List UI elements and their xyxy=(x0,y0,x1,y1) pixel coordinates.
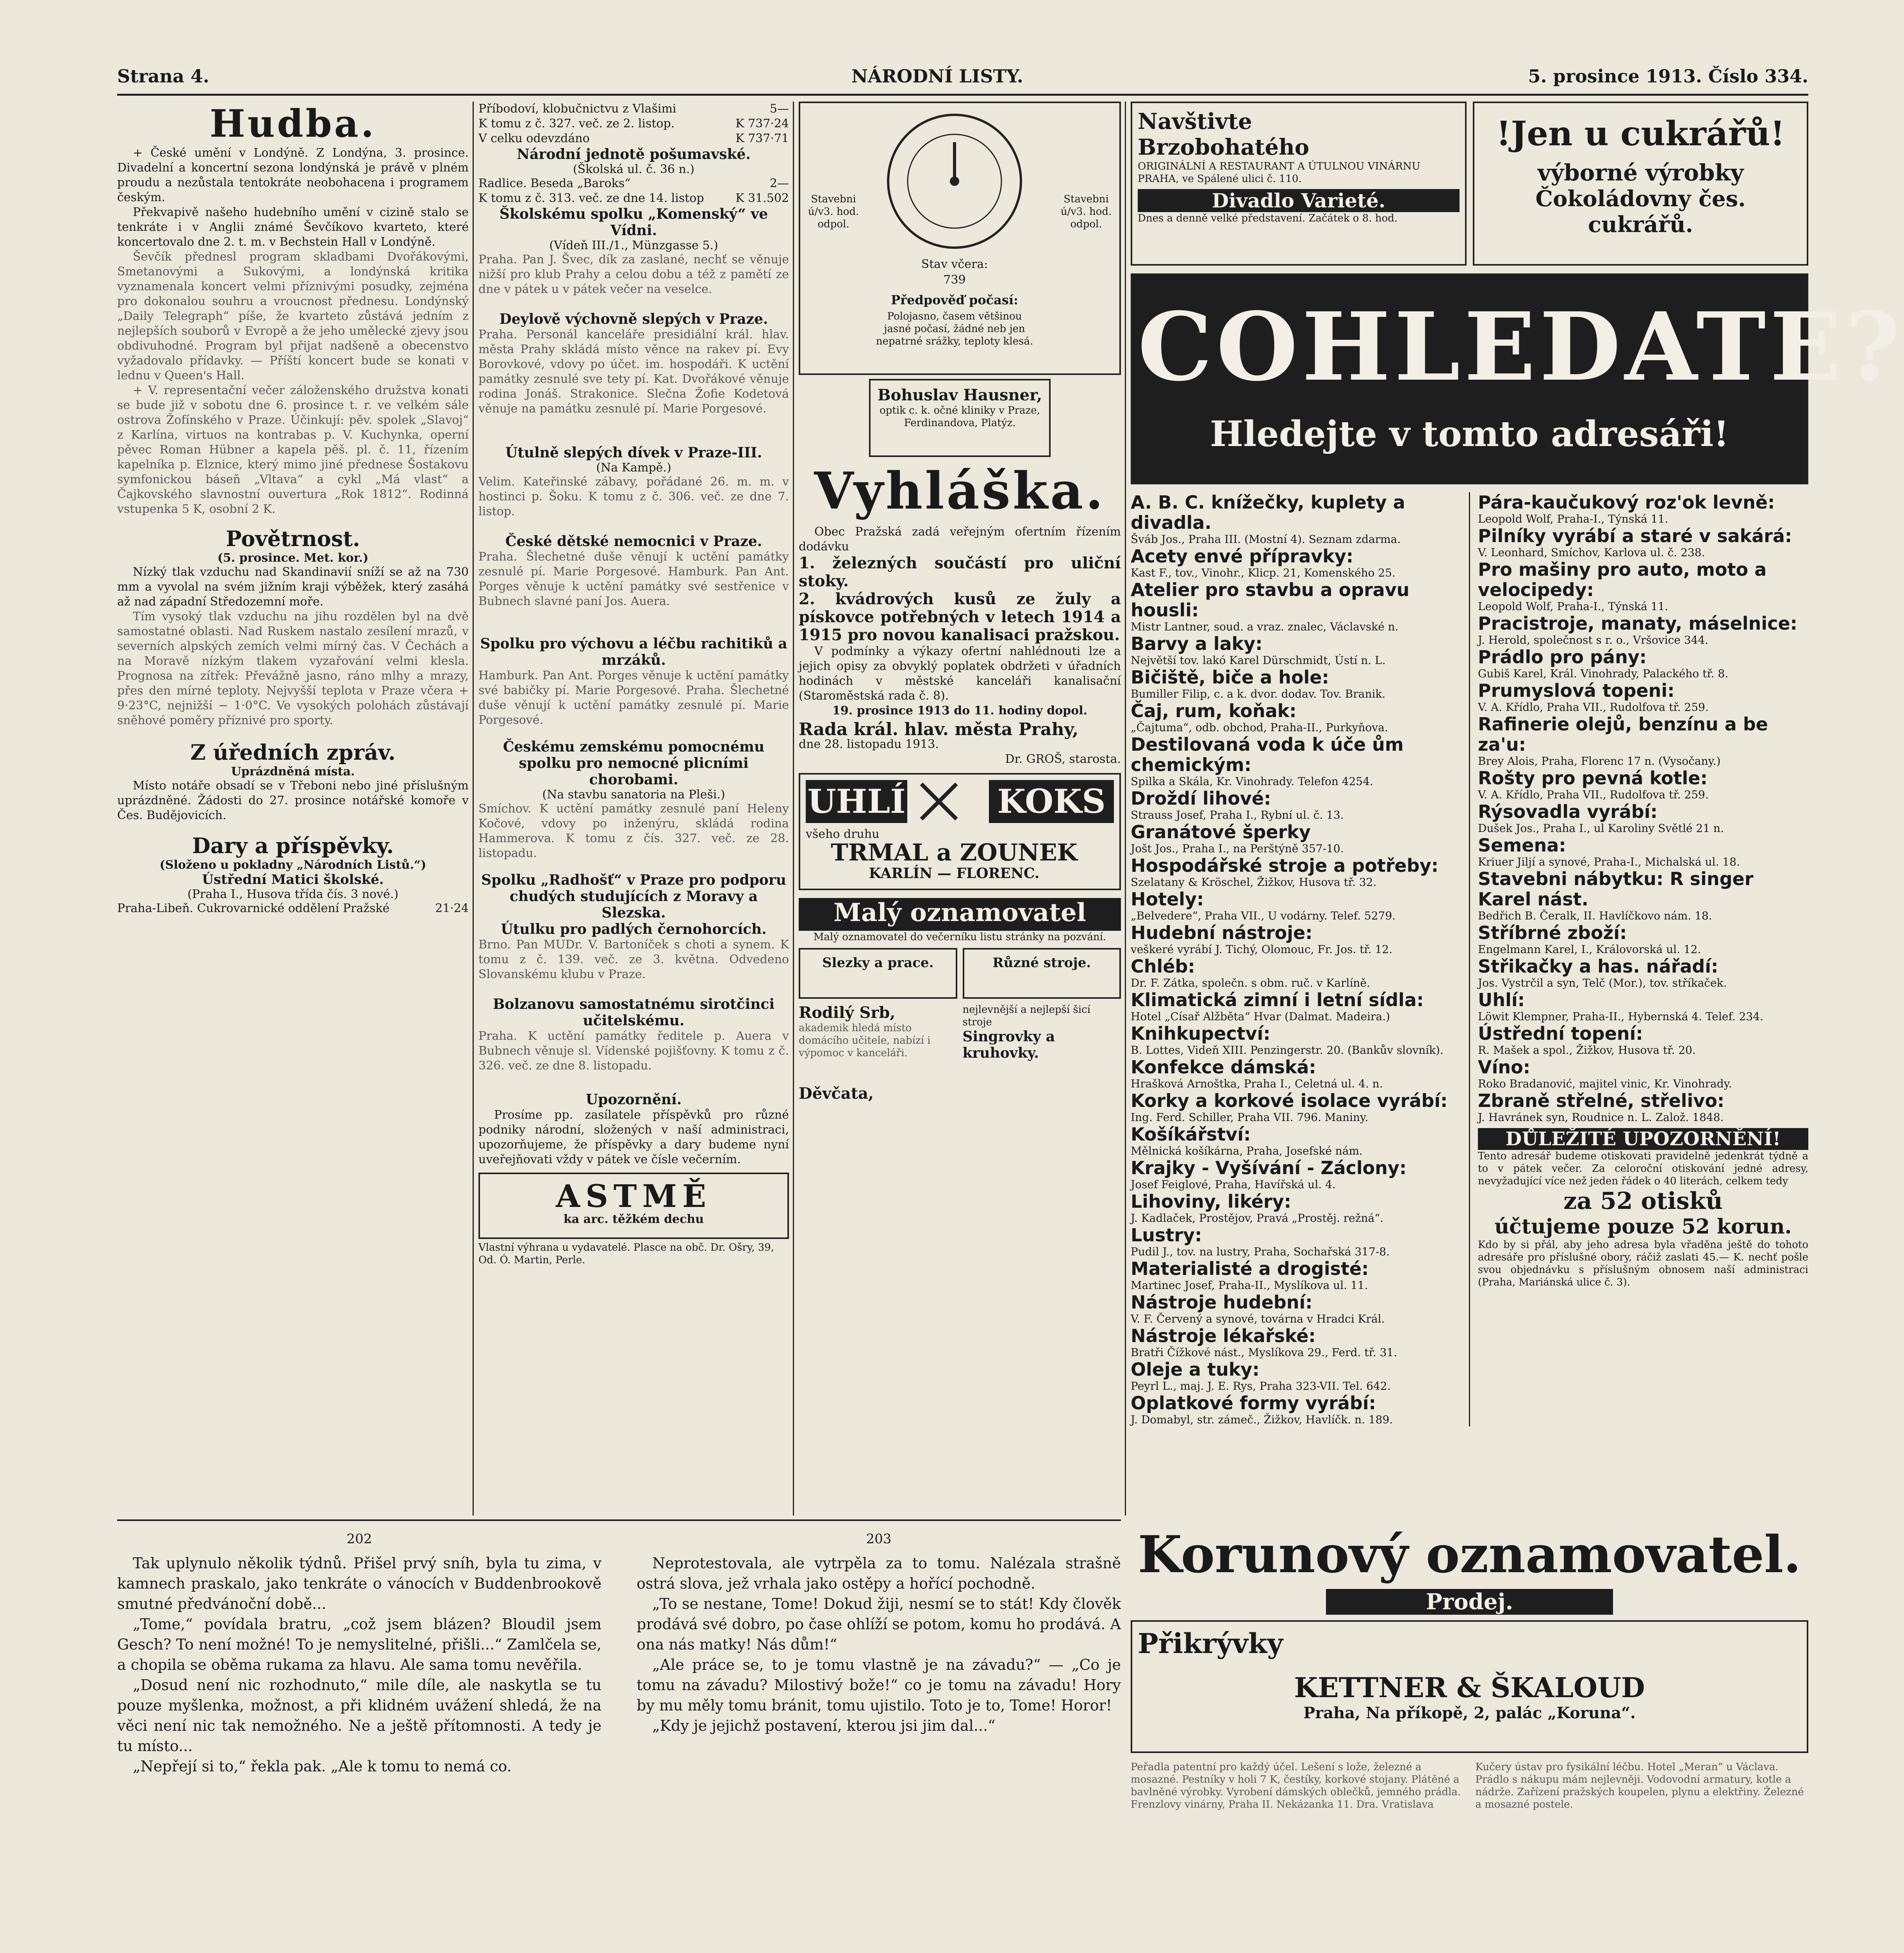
directory-left-entry-body: Bratři Čížkové nást., Myslíkova 29., Ferd. tř. 31. xyxy=(1131,1346,1397,1359)
col-divider-2 xyxy=(793,102,794,1516)
story-right-p4: „Kdy je jejichž postavení, kterou jsi jim dal...“ xyxy=(652,1717,996,1734)
office-text xyxy=(117,778,469,823)
cukrari-title: !Jen u cukrářů! xyxy=(1496,114,1785,154)
directory-left-entry-heading: Lihoviny, likéry: xyxy=(1131,1191,1291,1212)
story-left-column xyxy=(117,1531,601,1953)
kettner-address: Praha, Na příkopě, 2, palác „Koruna“. xyxy=(1303,1704,1636,1722)
prikryvky-title: Přikrývky xyxy=(1138,1627,1283,1660)
directory-right-entry-body: Löwit Klempner, Praha-II., Hybernská 4. Telef. 234. xyxy=(1478,1010,1763,1023)
c2-line-2-text: K tomu z č. 327. več. ze 2. listop. xyxy=(478,117,675,130)
weather-heading: Povětrnost. xyxy=(226,526,360,551)
cukrari-sub: výborné výrobky xyxy=(1537,159,1744,186)
directory-right-entry-body: Kriuer Jiljí a synové, Praha-I., Michalská ul. 18. xyxy=(1478,855,1740,868)
barometer-dial-icon xyxy=(884,111,1025,252)
directory-right-entry-body: Dušek Jos., Praha I., ul Karoliny Světlé 21 n. xyxy=(1478,822,1724,835)
gifts-subheading: (Složeno u pokladny „Národních Listů.“) xyxy=(159,858,426,872)
notice-heading: DŮLEŽITÉ UPOZORNĚNÍ! xyxy=(1478,1128,1808,1150)
korunovy-classifieds: Peřadla patentní pro každý účel. Lešení s lože, železné a mosazné. Pestníky v holi 7 K, čestíky, korkové stojany. Plátěné a bavlněné výrobky. Vyrobení dámských oblečků, jemného prádla. Frenzlovy vinárny, Praha II. Nekázanka 11. Dra. Vratislava Kučery ústav pro fysikální léčbu. Hotel „Meran“ u Václava. Prádlo s nákupu mám nejlevněji. Vodovodní armatury, kotle a nádrže. Zařízení pražských koupelen, plynu a elektřiny. Železné a mosazné postele. xyxy=(1131,1761,1804,1810)
directory-right-entry-body: Leopold Wolf, Praha-I., Týnská 11. xyxy=(1478,600,1668,613)
directory-left-entry-body: „Čajtuma“, odb. obchod, Praha-II., Purkyňova. xyxy=(1131,721,1388,734)
ad-rodily-title: Rodilý Srb, xyxy=(799,1003,896,1022)
issue-date: 5. prosince 1913. Číslo 334. xyxy=(1528,66,1808,87)
directory-right-entry-body: V. A. Křídlo, Praha VII., Rudolfova tř. 259. xyxy=(1478,788,1709,801)
c2-s1-row-1-amt: 2— xyxy=(769,177,789,190)
directory-left-entry-body: Největší tov. lakó Karel Dürschmidt, Ústí n. L. xyxy=(1131,654,1386,667)
c2-line-1 xyxy=(478,102,789,116)
directory-right-entry-heading: Pára-kaučukový roz'ok levně: xyxy=(1478,492,1775,513)
c2-filler-7: Brno. Pan MUDr. V. Bartoníček s choti a synem. K tomu z č. 139. več. ze 3. května. Odvedeno Slovanskému klubu v Praze. xyxy=(478,938,789,981)
directory-left-entry-heading: Granátové šperky xyxy=(1131,821,1311,843)
c2-line-3-text: V celku odevzdáno xyxy=(478,132,590,145)
c2-section-9: Útulku pro padlých černohorcích. xyxy=(501,921,767,937)
story-left-p1: Tak uplynulo několik týdnů. Přišel prvý sníh, byla tu zima, v kamnech praskalo, jako tenkráte o vánocích v Buddenbrookově smutné předvánoční době... xyxy=(117,1555,601,1612)
c2-section-2: Školskému spolku „Komenský“ ve Vídni. xyxy=(499,206,768,239)
c2-section-2-sub: (Vídeň III./1., Münzgasse 5.) xyxy=(549,239,718,252)
c2-filler-3: Velim. Kateřinské zábavy, pořádané 26. m. m. v hostinci p. Šoku. K tomu z č. 306. več. ze dne 7. listop. xyxy=(478,475,789,518)
directory-right-entry-body: J. Herold, společnost s r. o., Vršovice 344. xyxy=(1478,634,1709,646)
directory-right-entry-heading: Rýsovadla vyrábí: xyxy=(1478,801,1658,822)
directory-left-entry-body: Hotel „Císař Alžběta“ Hvar (Dalmat. Madeira.) xyxy=(1131,1010,1390,1023)
maly-subtitle: Malý oznamovatel do večerníku listu stránky na pozvání. xyxy=(813,931,1106,943)
directory-left-entry-heading: Lustry: xyxy=(1131,1225,1202,1246)
directory-right-entry-heading: Prumyslová topeni: xyxy=(1478,680,1675,701)
c2-s1-row-1-text: Radlice. Beseda „Baroks“ xyxy=(478,177,631,190)
classifieds-row-1 xyxy=(799,948,1121,999)
story-right-p3: „Ale práce se, to je tomu vlastně je na závadu?“ — „Co je tomu na závadu? Milostivý bože!“ co je tomu na závadu! Hory by mu měly tomu bránit, tomu ujistilo. Toto je to, Tome! Horor! xyxy=(637,1656,1121,1714)
c2-s1-row-1 xyxy=(478,176,789,191)
directory-left-entry-heading: Korky a korkové isolace vyrábí: xyxy=(1131,1090,1448,1111)
directory-left-entry-heading: Košíkářství: xyxy=(1131,1124,1251,1145)
coal-subtitle: všeho druhu xyxy=(806,827,880,841)
c2-section-7-sub: (Na stavbu sanatoria na Pleši.) xyxy=(542,788,725,802)
directory-left-entry-body: Šváb Jos., Praha III. (Mostní 4). Seznam zdarma. xyxy=(1131,533,1401,546)
directory-left-entry-body: Peyrl L., maj. J. E. Rys, Praha 323-VII. Tel. 642. xyxy=(1131,1380,1391,1392)
directory-right-entry-body: Roko Bradanović, majitel vinic, Kr. Vinohrady. xyxy=(1478,1077,1732,1090)
c2-section-4: Útulně slepých dívek v Praze-III. xyxy=(505,445,762,461)
directory-right-entry-heading: Zbraně střelné, střelivo: xyxy=(1478,1090,1725,1111)
weather-station xyxy=(799,102,1121,375)
directory-left-entry-body: Spilka a Skála, Kr. Vinohrady. Telefon 4254. xyxy=(1131,775,1373,788)
directory-left-entry-body: J. Domabyl, str. zámeč., Žižkov, Havlíčk. n. 189. xyxy=(1131,1413,1393,1426)
directory-left-entry-heading: Nástroje hudební: xyxy=(1131,1292,1313,1313)
cukrari-sub2: Čokoládovny čes. cukrářů. xyxy=(1535,186,1746,237)
c2-s1-row-2-amt: K 31.502 xyxy=(735,191,789,205)
vyhlaska-sign: Rada král. hlav. města Prahy, xyxy=(799,719,1079,739)
ad-rodily-body: akademik hledá místo domácího učitele, nabízí i výpomoc v kanceláři. xyxy=(799,1022,931,1059)
vyhlaska-item-1: 1. železných součástí pro uliční stoky. xyxy=(799,554,1121,590)
vyhlaska-date: 19. prosince 1913 do 11. hodiny dopol. xyxy=(832,704,1088,718)
gifts-institution: Ústřední Matici školské. xyxy=(202,872,384,887)
story-left-page-number: 202 xyxy=(346,1531,372,1547)
directory-right-entry-heading: Pilníky vyrábí a staré v sakárá: xyxy=(1478,525,1792,546)
c2-section-5: České dětské nemocnici v Praze. xyxy=(505,533,762,550)
directory-right-entry-heading: Rafinerie olejů, benzínu a be za'u: xyxy=(1478,714,1768,755)
vyhlaska-sign-date: dne 28. listopadu 1913. xyxy=(799,737,939,751)
c2-line-1-text: Příbodoví, klobučnictvu z Vlašimi xyxy=(478,102,676,116)
directory-left-entry-body: J. Kadlaček, Prostějov, Pravá „Prostěj. režná“. xyxy=(1131,1212,1384,1225)
directory-right-entry-body: Bedřich B. Čeralk, II. Havlíčkovo nám. 18. xyxy=(1478,909,1712,922)
c2-line-1-amt: 5— xyxy=(769,102,789,116)
directory-left-entry-body: Mistr Lantner, soud. a vraz. znalec, Václavské n. xyxy=(1131,620,1399,633)
directory-left xyxy=(1131,492,1461,1426)
directory-right-entry-heading: Stavebni nábytku: R singer Karel nást. xyxy=(1478,868,1754,910)
directory-right-entry-heading: Pro mašiny pro auto, moto a velocipedy: xyxy=(1478,559,1767,600)
directory-left-entry-body: Dr. F. Zátka, společn. s obm. ruč. v Karlíně. xyxy=(1131,976,1370,989)
c2-filler-8: Praha. K uctění památky ředitele p. Auera v Bubnech věnuje sl. Vídenské pojišťovny. K tomu z č. 326. več. ze dne 8. listopadu. xyxy=(478,1029,789,1073)
directory-right-entry-heading: Semena: xyxy=(1478,835,1566,856)
forecast-heading: Předpověď počasí: xyxy=(891,293,1018,307)
brzobohaty-brand: Brzobohatého xyxy=(1138,134,1310,160)
gifts-row-amount: 21·24 xyxy=(435,902,469,915)
directory-right-entry-body: Jos. Vystrčil a syn, Telč (Mor.), tov. stříkaček. xyxy=(1478,976,1727,989)
directory-left-entry-heading: Materialisté a drogisté: xyxy=(1131,1258,1369,1279)
cohledate-sub: Hledejte v tomto adresáři! xyxy=(1210,413,1729,455)
directory-left-entry-body: Josef Feiglové, Praha, Havířská ul. 4. xyxy=(1131,1178,1336,1191)
directory-left-entry-heading: Hudební nástroje: xyxy=(1131,922,1313,943)
c2-line-2-amt: K 737·24 xyxy=(735,117,789,130)
directory-right-entry-heading: Prádlo pro pány: xyxy=(1478,646,1647,668)
station-right-label: Stavebni ú/v3. hod. odpol. xyxy=(1060,193,1112,230)
gifts-address: (Praha I., Husova třída čís. 3 nové.) xyxy=(187,887,399,901)
asthma-subtitle: ka arc. těžkém dechu xyxy=(563,1212,704,1226)
directory-left-entry-body: Strauss Josef, Praha I., Rybní ul. č. 13. xyxy=(1131,809,1344,821)
c2-section-10: Bolzanovu samostatnému sirotčinci učitelskému. xyxy=(493,996,775,1029)
story-left-text xyxy=(117,1553,601,1776)
directory-left-entry-heading: Oplatkové formy vyrábí: xyxy=(1131,1392,1376,1414)
directory-left-entry-heading: Knihkupectví: xyxy=(1131,1023,1271,1044)
brzobohaty-sub: ORIGINÁLNÍ A RESTAURANT A ÚTULNOU VINÁRNU xyxy=(1138,161,1420,172)
directory-left-entry-heading: Barvy a laky: xyxy=(1131,633,1263,654)
notice-text-2: Kdo by si přál, aby jeho adresa byla vřaděna ještě do tohoto adresáře pro příslušné obory, ráčiž zaslati 45.— K. nechť pošle svou objednávku s příslušným obnosem naší administraci (Praha, Mariánská ulice č. 3). xyxy=(1478,1239,1808,1288)
c2-s1-row-2 xyxy=(478,191,789,206)
c2-filler-5: Hamburk. Pan Ant. Porges věnuje k uctění památky své babičky pí. Marie Porgesové. Praha. Šlechetné duše věnují k uctění památky zesnulé pí. Marie Porgesové. xyxy=(478,669,789,727)
c2-section-3: Deylově výchovně slepých v Praze. xyxy=(499,311,768,327)
coal-place: KARLÍN — FLORENC. xyxy=(869,865,1040,882)
directory-left-entry-heading: Nástroje lékařské: xyxy=(1131,1325,1316,1346)
story-right-p2: „To se nestane, Tome! Dokud žiji, nesmí se to stát! Kdy člověk prodává své dobro, po čase ohlíží se potom, komu ho prodává. A ona nás matky! Nás dům!“ xyxy=(637,1595,1121,1653)
divadlo-sub: Dnes a denně velké představení. Začátek o 8. hod. xyxy=(1138,212,1398,224)
directory-right-entry-heading: Uhlí: xyxy=(1478,989,1525,1010)
c2-filler-6: Smíchov. K uctění památky zesnulé paní Heleny Kočové, vdovy po inženýru, skládá rodina Hammerova. K tomu z čís. 327. več. ze 28. listopadu. xyxy=(478,802,789,860)
brzobohaty-city: PRAHA, ve Spálené ulici č. 110. xyxy=(1138,173,1302,185)
directory-right xyxy=(1478,492,1808,1124)
gifts-heading: Dary a příspěvky. xyxy=(192,833,394,858)
directory-left-entry-body: Ing. Ferd. Schiller, Praha VII. 796. Maniny. xyxy=(1131,1111,1369,1124)
forecast-text: Polojasno, časem většinou jasné počasí, žádné neb jen nepatrné srážky, teploty klesá. xyxy=(876,311,1033,347)
brzobohaty-visit: Navštivte xyxy=(1138,109,1252,134)
c2-section-8: Spolku „Radhošť“ v Praze pro podporu chudých studujících z Moravy a Slezska. xyxy=(481,872,786,921)
story-right-p1: Neprotestovala, ale vytrpěla za to tomu. Nalézala strašně ostrá slova, jež vrhala jako ostěpy a hořící pochodně. xyxy=(637,1555,1121,1592)
vyhlaska-article xyxy=(799,525,1121,767)
col-divider-3 xyxy=(1125,102,1126,1516)
music-quartet: Překvapivě našeho hudebního umění v cizině stalo se tenkráte i v Anglii známé Ševčíkovo kvarteto, které koncertovalo dne 2. t. m. v Bechstein Hall v Londýně. xyxy=(117,205,469,249)
classifieds-row-2 xyxy=(799,1003,1121,1103)
ad-singer xyxy=(963,1003,1121,1103)
directory-left-entry-heading: Destilovaná voda k úče ům chemickým: xyxy=(1131,734,1404,775)
newspaper-title: NÁRODNÍ LISTY. xyxy=(851,66,1023,87)
directory-left-entry-heading: Chléb: xyxy=(1131,956,1195,977)
directory-left-entry-body: Hrašková Arnoštka, Praha I., Celetná ul. 4. n. xyxy=(1131,1077,1383,1090)
directory-right-entry-body: Gubiš Karel, Král. Vinohrady, Palackého tř. 8. xyxy=(1478,667,1729,680)
notice-big: za 52 otisků xyxy=(1563,1187,1723,1215)
directory-left-entry-heading: Klimatická zimní i letní sídla: xyxy=(1131,989,1424,1010)
directory-left-entry-body: Pudil J., tov. na lustry, Praha, Sochařská 317-8. xyxy=(1131,1245,1390,1258)
optician-sub: optik c. k. očné kliniky v Praze, Ferdinandova, Platýz. xyxy=(880,405,1040,429)
c2-filler-4: Praha. Šlechetné duše věnují k uctění památky zesnulé pí. Marie Porgesové. Hamburk. Pan Ant. Porges věnuje k uctění památky své sestřenice v Bubnech slavné paní Jos. Auera. xyxy=(478,550,789,608)
ad-devcata-title: Děvčata, xyxy=(799,1084,874,1103)
col-divider-1 xyxy=(473,102,474,1516)
directory-right-entry-heading: Ústřední topení: xyxy=(1478,1023,1643,1044)
directory-left-entry-heading: Droždí lihové: xyxy=(1131,788,1271,809)
directory-right-entry-body: Leopold Wolf, Praha-I., Týnská 11. xyxy=(1478,512,1668,525)
cohledate-title: COHLEDATE? xyxy=(1138,292,1904,402)
station-left-label: Stavebni ú/v3. hod. odpol. xyxy=(808,193,859,230)
coal-brand: TRMAL a ZOUNEK xyxy=(831,839,1078,866)
warn-text-body: Prosíme pp. zasílatele příspěvků pro různé podniky národní, složených v naší administraci, upozorňujeme, že příspěvky a dary budeme nyní uveřejňovati vždy v pátek ve čísle večerním. xyxy=(478,1108,789,1166)
crossed-hammers-icon xyxy=(917,780,960,823)
page-header xyxy=(117,66,1808,93)
directory-divider xyxy=(1469,492,1470,1426)
c2-line-2 xyxy=(478,116,789,131)
prodej-heading: Prodej. xyxy=(1326,1589,1613,1615)
cohledate-banner xyxy=(1131,273,1904,484)
directory-right-entry-heading: Stříbrné zboží: xyxy=(1478,922,1627,943)
directory-right-entry-body: V. A. Křídlo, Praha VII., Rudolfova tř. 259. xyxy=(1478,701,1709,714)
music-heading: Hudba. xyxy=(209,102,377,146)
directory-left-entry-heading: Hospodářské stroje a potřeby: xyxy=(1131,855,1439,876)
c2-section-1-sub: (Školská ul. č. 36 n.) xyxy=(573,162,695,176)
column-1 xyxy=(117,102,469,1516)
directory-left-entry-heading: Konfekce dámská: xyxy=(1131,1057,1316,1078)
ad-singer-sub: nejlevnější a nejlepší šicí stroje xyxy=(962,1004,1090,1028)
ad-slezky: Slezky a prace. xyxy=(799,948,957,999)
c2-line-3-amt: K 737·71 xyxy=(735,132,789,145)
directory-right-entry-heading: Víno: xyxy=(1478,1057,1531,1078)
weather-text: Nízký tlak vzduchu nad Skandinavií sníží se až na 730 mm a vyvolal na svém jižním kraji výběžek, který zasáhá až nad západní Středozemní moře. xyxy=(117,565,469,609)
gifts-row-label: Praha-Libeň. Cukrovarnické oddělení Pražské xyxy=(117,902,390,915)
c2-filler-1: Praha. Pan J. Švec, dík za zaslané, nechť se věnuje nižší pro klub Prahy a celou dobu a též z pamětí ze dne v pátek u v pátek večer na veselce. xyxy=(478,253,789,296)
optician-name: Bohuslav Hausner, xyxy=(877,386,1042,404)
story-left-p2: „Tome,“ povídala bratru, „což jsem blázen? Bloudil jsem Gesch? To není možné! To je nemyslitelné, přišli...“ Zamlčela se, a chopila se oběma rukama za hlavu. Ale sama tomu nevěřila. xyxy=(117,1616,601,1673)
directory-right-entry-heading: Rošty pro pevná kotle: xyxy=(1478,768,1708,789)
brzobohaty-ad xyxy=(1131,102,1467,266)
c2-filler-2: Praha. Personál kanceláře presidiální král. hlav. města Prahy skládá místo věnce na rakev pí. Evy Borovkové, vdovy po účet. im. hospodáři. K uctění památky zesnulé sve tety pí. Kat. Dvořákové věnuje rodina Jonáš. Strakonice. Slečna Žofie Kodetová věnuje na památku zesnulé pí. Marie Porgesové. xyxy=(478,328,789,416)
c2-section-7: Českému zemskému pomocnému spolku pro nemocné plicními chorobami. xyxy=(503,739,765,788)
korunovy-section xyxy=(1131,1523,1808,1953)
office-text-body: Místo notáře obsadí se v Třeboni nebo jiné příslušným uprázdněné. Žádosti do 27. prosince notářské komoře v Čes. Budějovicích. xyxy=(117,779,469,822)
directory-left-entry-body: Jošt Jos., Praha I., na Perštýně 357-10. xyxy=(1131,842,1344,855)
page-number: Strana 4. xyxy=(117,66,209,87)
warn-text xyxy=(478,1108,789,1167)
directory-left-entry-body: veškeré vyrábí J. Tichý, Olomouc, Fr. Jos. tř. 12. xyxy=(1131,943,1393,956)
vyhlaska-item-2: 2. kvádrových kusů ze žuly a pískovce potřebných v letech 1914 a 1915 pro novou kanalisaci pražskou. xyxy=(799,590,1121,644)
top-ad-row xyxy=(1131,102,1808,266)
column-4 xyxy=(1131,102,1904,1516)
station-yesterday-value: 739 xyxy=(943,273,966,287)
directory-left-entry-body: Mělnická košíkárna, Praha, Josefské nám. xyxy=(1131,1144,1363,1157)
column-3 xyxy=(799,102,1121,1516)
warn-heading: Upozornění. xyxy=(585,1091,682,1108)
directory-right-entry-body: R. Mašek a spol., Žižkov, Husova tř. 20. xyxy=(1478,1044,1696,1057)
vyhlaska-intro: Obec Pražská zadá veřejným ofertním řízením dodávku xyxy=(799,525,1121,553)
directory xyxy=(1131,492,1808,1426)
ad-singer-title: Singrovky a kruhovky. xyxy=(962,1028,1055,1061)
vyhlaska-heading: Vyhláška. xyxy=(814,461,1106,521)
optician-ad xyxy=(869,379,1051,457)
directory-left-entry-body: Martinec Josef, Praha-II., Myslíkova ul. 11. xyxy=(1131,1279,1368,1292)
header-rule xyxy=(117,94,1808,96)
music-article: + České umění v Londýně. Z Londýna, 3. prosince. Divadelní a koncertní sezona londýnská je právě v plném proudu a nezůstala tentokráte neobohacena i programem českým. Překvapivě našeho hudebního umění v cizině stalo se tenkráte i v Anglii známé Ševčíkovo kvarteto, které koncertovalo dne 2. t. m. v Bechstein Hall v Londýně. Ševčík přednesl program skladbami Dvořákovými, Smetanovými a Sukovými, a londýnská kritika vyznamenala koncert velmi příznivými posudky, zejména pro dokonalou souhru a vroucnost přednesu. Londýnský „Daily Telegraph“ píše, že kvarteto zůstává jedním z nejlepších souborů v Evropě a že jeho umělecké zjevy jsou obdivuhodné. Program byl přijat nadšeně a obecenstvo vyžadovalo přídavky. — Příští koncert bude se konati v lednu v Queen's Hall. + V. representační večer záloženského družstva konati se bude již v sobotu dne 6. prosince t. r. ve velkém sále ostrova Žofínského v Praze. Účinkují: pěv. spolek „Slavoj“ z Karlína, virtuos na kontrabas p. V. Kuchynka, operní pěvec Roman Hübner a kapela pěš. pl. č. 11, řízením kapelníka p. Elznice, který mimo jiné přednese Šostakovu symfonickou báseň „Vltava“ a cykl „Má vlast“ a Čajkovského slavnostní ouvertura „Rok 1812“. Rodinná vstupenka 5 K, osobní 2 K. xyxy=(117,146,469,516)
story-right-page-number: 203 xyxy=(866,1531,892,1547)
directory-left-entry-heading: Hotely: xyxy=(1131,889,1204,910)
notice-big-2: účtujeme pouze 52 korun. xyxy=(1494,1215,1792,1239)
station-yesterday-label: Stav včera: xyxy=(921,257,988,271)
music-intro: + České umění v Londýně. Z Londýna, 3. prosince. Divadelní a koncertní sezona londýnská je právě v plném proudu a nezůstala tentokráte neobohacena i programem českým. xyxy=(117,146,469,204)
directory-left-entry-heading: Čaj, rum, koňak: xyxy=(1131,700,1297,721)
directory-left-entry-body: Szelatany & Kröschel, Žižkov, Husova tř. 32. xyxy=(1131,876,1377,889)
cukrari-ad xyxy=(1473,102,1808,266)
coal-word-2: KOKS xyxy=(989,780,1114,823)
directory-left-entry-body: Kast F., tov., Vinohr., Klicp. 21, Komenského 25. xyxy=(1131,566,1395,579)
directory-right-entry-heading: Pracistroje, manaty, máselnice: xyxy=(1478,613,1797,634)
ad-rozne: Různé stroje. xyxy=(963,948,1121,999)
directory-left-entry-heading: Bičiště, biče a hole: xyxy=(1131,667,1329,688)
directory-left-entry-body: V. F. Červený a synové, továrna v Hradci Král. xyxy=(1131,1312,1385,1325)
weather-article: Nízký tlak vzduchu nad Skandinavií sníží se až na 730 mm a vyvolal na svém jižním kraji výběžek, který zasáhá až nad západní Středozemní moře. Tím vysoký tlak vzduchu na jihu rozdělen byl na dvě samostatné oblasti. Nad Ruskem nastalo zesílení mrazů, v severních alpských zemích velmi mírný čas. V Čechách a na Moravě nízkým tlakem vyzařování velmi klesla. Prognosa na zítřek: Převážně jasno, ráno mlhy a mrazy, přes den mírné teploty. Nejvyšší teplota v Praze včera + 9·23°C, nejnižší − 1·0°C. Ve vysokých polohách zůstávají sněhové poměry příznivé pro sporty. xyxy=(117,565,469,727)
coal-word-1: UHLÍ xyxy=(806,780,907,823)
directory-left-entry-heading: Krajky - Vyšívání - Záclony: xyxy=(1131,1157,1407,1178)
maly-heading: Malý oznamovatel xyxy=(799,898,1121,931)
kettner-brand: KETTNER & ŠKALOUD xyxy=(1294,1671,1645,1704)
directory-left-entry-heading: Atelier pro stavbu a opravu housli: xyxy=(1131,579,1410,621)
directory-left-entry-body: „Belvedere“, Praha VII., U vodárny. Telef. 5279. xyxy=(1131,909,1396,922)
story-right-column xyxy=(637,1531,1121,1953)
asthma-ad xyxy=(478,1173,789,1239)
directory-left-entry-body: Bumiller Filip, c. a k. dvor. dodav. Tov. Branik. xyxy=(1131,687,1386,700)
gifts-row xyxy=(117,901,469,916)
office-subheading: Uprázdněná místa. xyxy=(231,765,355,778)
ad-rodily xyxy=(799,1003,957,1103)
directory-left-entry-heading: Acety envé přípravky: xyxy=(1131,546,1354,567)
divadlo-title: Divadlo Varieté. xyxy=(1138,189,1460,212)
directory-right-col xyxy=(1478,492,1808,1426)
bottom-rule xyxy=(117,1519,1121,1521)
vyhlaska-text: V podmínky a výkazy ofertní nahlédnouti lze a jejich opisy za obvyklý poplatek obdržeti v úřadních hodinách v městské kanceláři kanalisační (Staroměstská rada č. 8). xyxy=(799,644,1121,703)
weather-date: (5. prosince. Met. kor.) xyxy=(217,551,369,565)
c2-line-3 xyxy=(478,131,789,146)
directory-left-entry-body: B. Lottes, Videň XIII. Penzingerstr. 20. (Bankův slovník). xyxy=(1131,1044,1444,1057)
story-right-text xyxy=(637,1553,1121,1736)
korunovy-heading: Korunový oznamovatel. xyxy=(1138,1525,1801,1584)
directory-right-entry-heading: Střikačky a has. nářadí: xyxy=(1478,956,1718,977)
c2-section-4-sub: (Na Kampě.) xyxy=(596,461,671,475)
c2-s1-row-2-text: K tomu z č. 313. več. ze dne 14. listop xyxy=(478,191,704,205)
directory-right-entry-body: J. Havránek syn, Roudnice n. L. Založ. 1848. xyxy=(1478,1111,1724,1124)
column-2 xyxy=(478,102,789,1516)
directory-left-entry-heading: Oleje a tuky: xyxy=(1131,1359,1260,1380)
c2-section-1: Národní jednotě pošumavské. xyxy=(517,146,751,162)
coal-ad xyxy=(799,773,1121,890)
vyhlaska-mayor: Dr. GROŠ, starosta. xyxy=(1005,752,1121,766)
asthma-footer: Vlastní výhrana u vydavatelé. Plasce na obč. Dr. Ošry, 39, Od. Ó. Martin, Perle. xyxy=(478,1242,774,1266)
story-left-p4: „Nepřejí si to,“ řekla pak. „Ale k tomu to nemá co. xyxy=(133,1758,512,1775)
prikryvky-ad xyxy=(1131,1620,1808,1753)
directory-right-entry-body: Engelmann Karel, I., Královorská ul. 12. xyxy=(1478,943,1701,956)
notice-text: Tento adresář budeme otiskovati pravidelně jedenkrát týdně a to v pátek večer. Za celoroční otiskování jedné adresy, nevyžadující více než jeden řádek o 40 literách, celkem tedy xyxy=(1478,1150,1808,1187)
directory-right-entry-body: Brey Alois, Praha, Florenc 17 n. (Vysočany.) xyxy=(1478,755,1721,768)
asthma-title: ASTMĚ xyxy=(556,1178,712,1214)
directory-right-entry-body: V. Leonhard, Smíchov, Karlova ul. č. 238. xyxy=(1478,546,1705,559)
office-heading: Z úředních zpráv. xyxy=(190,740,396,765)
directory-left-entry-heading: A. B. C. knížečky, kuplety a divadla. xyxy=(1131,492,1405,533)
c2-section-6: Spolku pro výchovu a léčbu rachitiků a mrzáků. xyxy=(480,636,787,668)
story-left-p3: „Dosud není nic rozhodnuto,“ mile díle, ale naskytla se tu pouze myšlenka, možnost, a při klidném uvážení shledá, že na věci není nic tak nemožného. Ne a ještě přítomnosti. A tedy je tu místo... xyxy=(117,1676,601,1755)
